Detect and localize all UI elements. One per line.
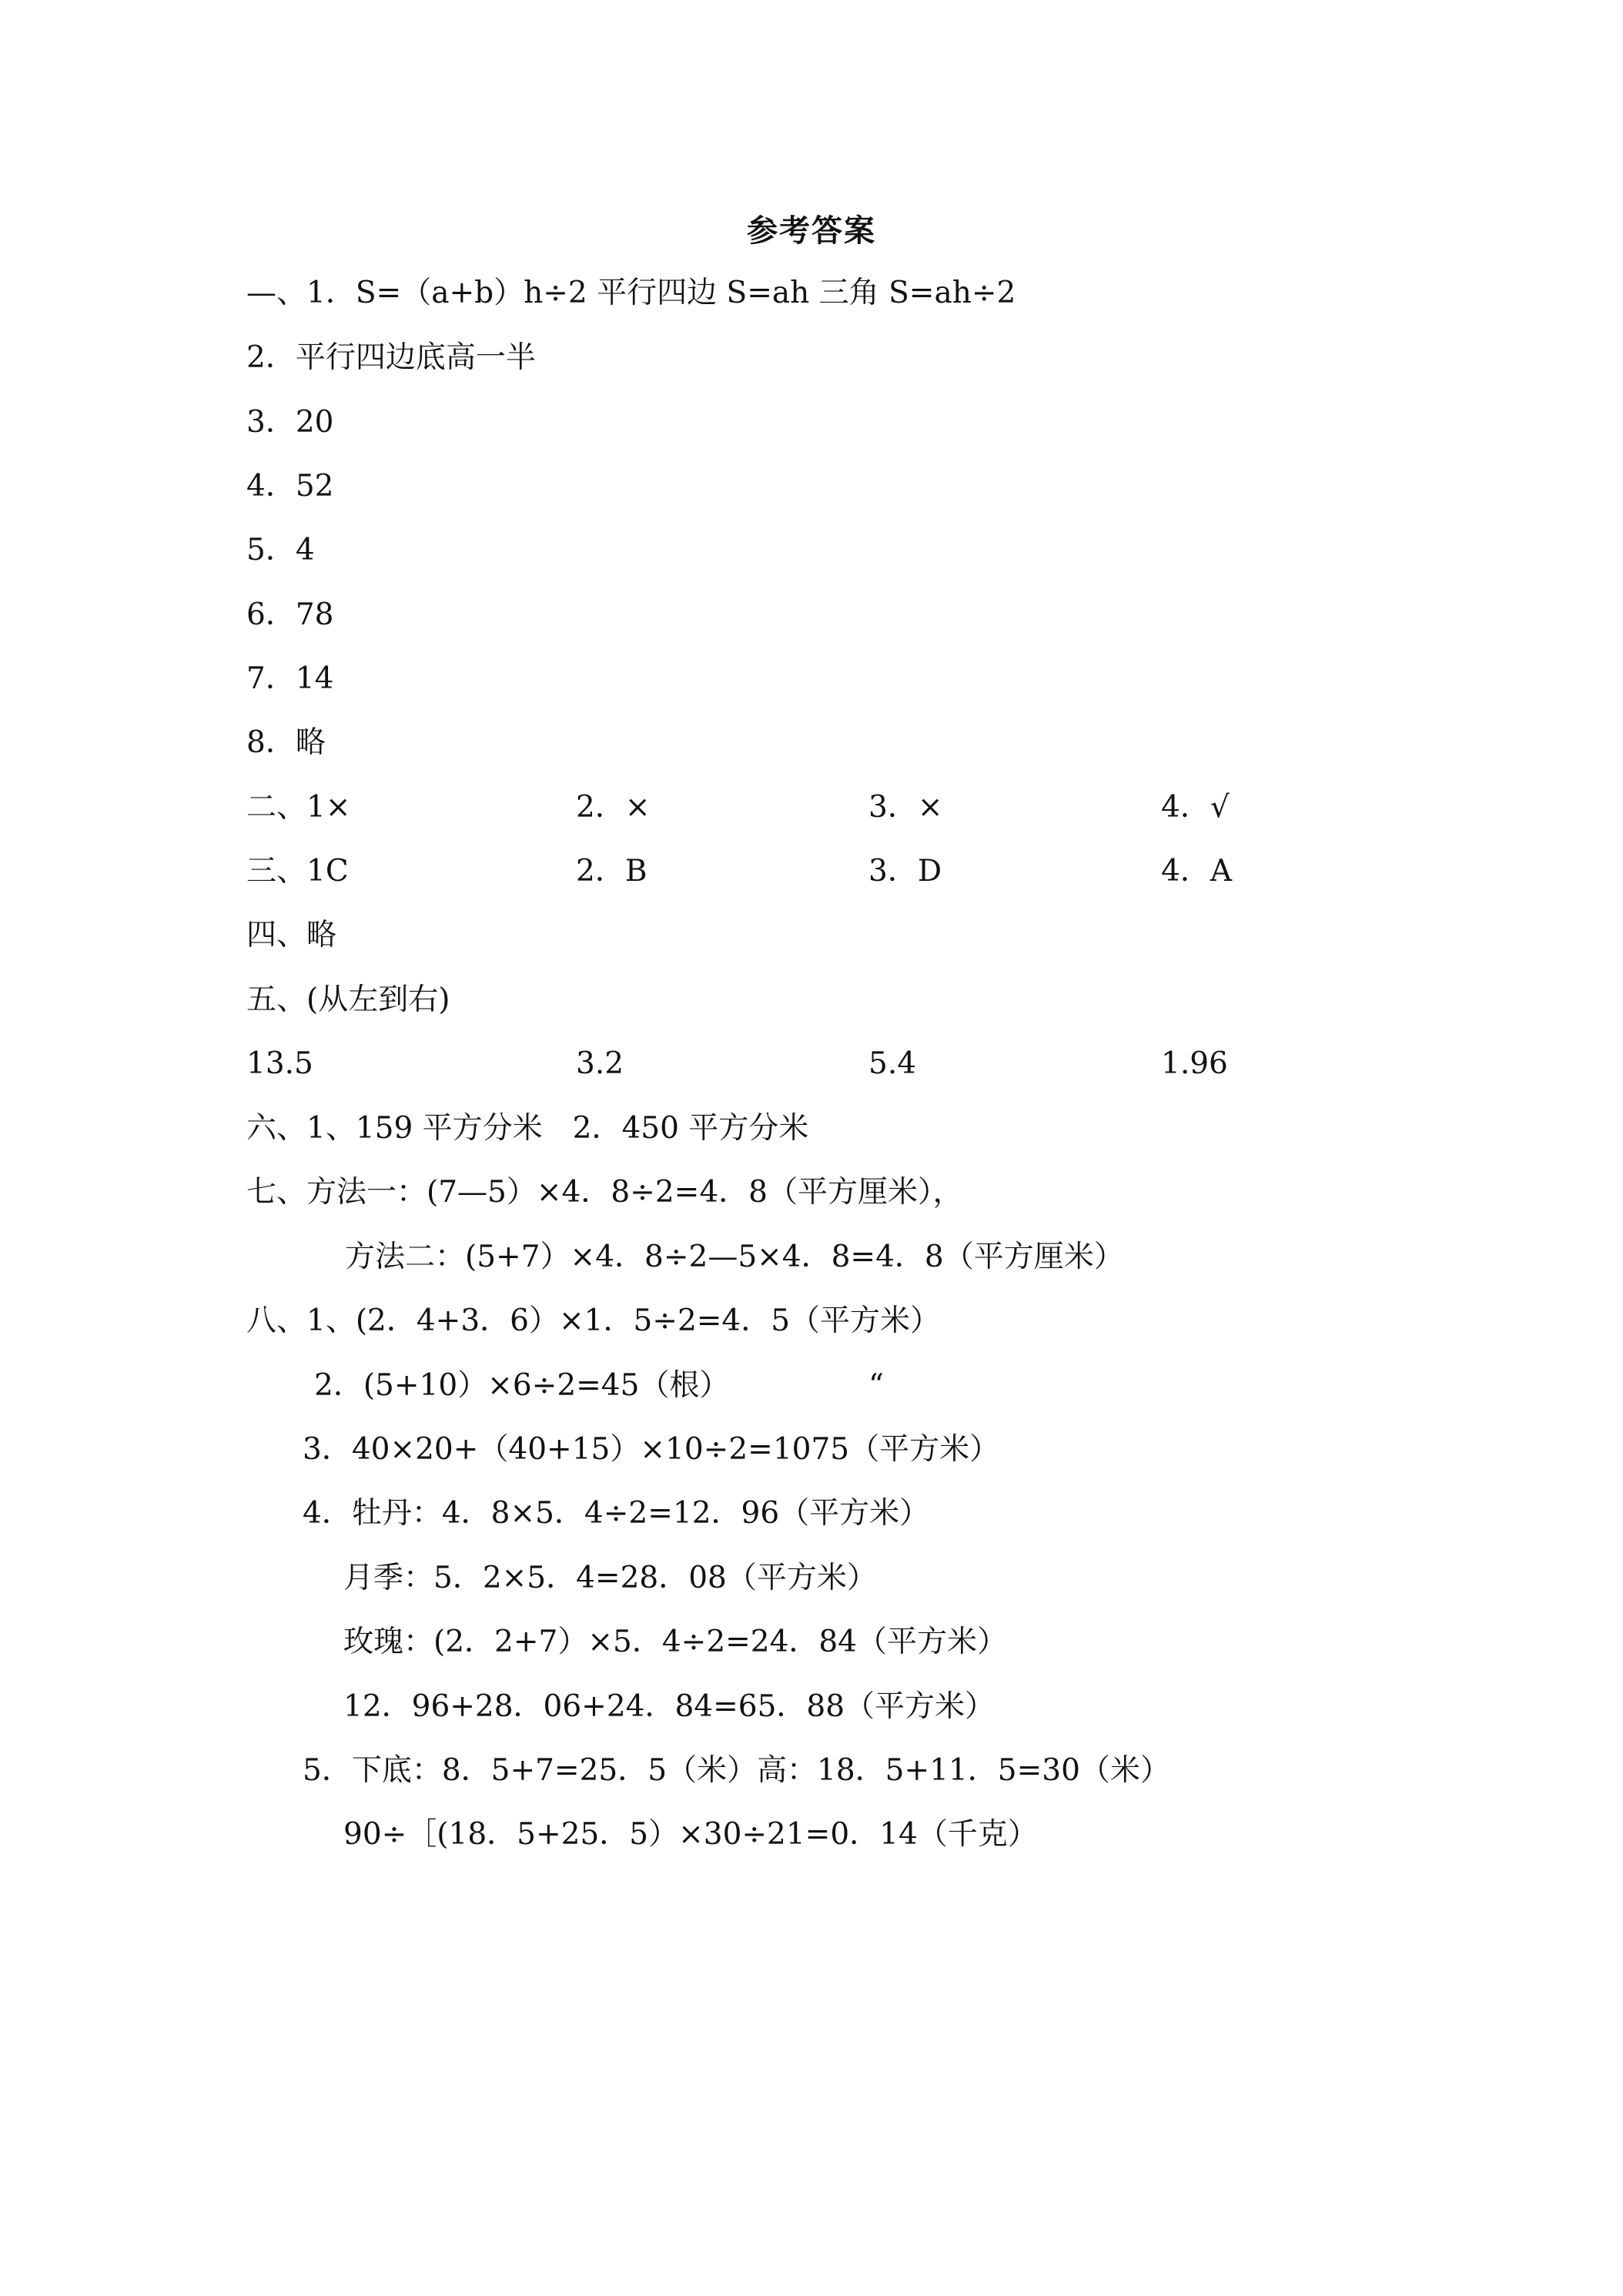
answer-6: 六、1、159 平方分米 2．450 平方分米 <box>246 1111 809 1146</box>
answer-5-3: 5.4 <box>868 1046 917 1081</box>
answer-1-1: —、1．S=（a+b）h÷2 平行四边 S=ah 三角 S=ah÷2 <box>246 276 1016 310</box>
answer-1-7: 7．14 <box>246 661 334 696</box>
answer-1-8: 8．略 <box>246 725 326 760</box>
answer-3-2: 2．B <box>576 854 648 889</box>
answer-4: 四、略 <box>246 918 337 952</box>
answer-8-5-line2: 90÷［(18．5+25．5）×30÷21=0．14（千克） <box>343 1817 1038 1852</box>
answer-5-header: 五、(从左到右) <box>246 982 450 1017</box>
answer-8-4-total: 12．96+28．06+24．84=65．88（平方米） <box>343 1689 996 1724</box>
answer-8-2: 2．(5+10）×6÷2=45（根） <box>314 1368 730 1403</box>
answer-7-method2: 方法二：(5+7）×4．8÷2—5×4．8=4．8（平方厘米） <box>345 1240 1124 1274</box>
answer-2-1: 二、1× <box>246 790 351 825</box>
answer-8-4-peony: 4．牡丹：4．8×5．4÷2=12．96（平方米） <box>303 1496 930 1531</box>
answer-3-4: 4．A <box>1161 854 1232 889</box>
answer-2-3: 3．× <box>868 790 943 825</box>
answer-row-5-values <box>0 1045 1623 1083</box>
answer-row-3 <box>0 852 1623 891</box>
answer-row-2 <box>0 788 1623 827</box>
answer-1-3: 3．20 <box>246 405 334 440</box>
answer-1-5: 5．4 <box>246 533 315 567</box>
page-title: 参考答案 <box>747 213 876 249</box>
answer-8-3: 3．40×20+（40+15）×10÷2=1075（平方米） <box>303 1432 1000 1467</box>
answer-5-1: 13.5 <box>246 1046 313 1081</box>
answer-3-1: 三、1C <box>246 854 349 889</box>
answer-1-2: 2．平行四边底高一半 <box>246 340 536 375</box>
answer-8-4-chinese-rose: 月季：5．2×5．4=28．08（平方米） <box>343 1561 877 1595</box>
answer-2-2: 2．× <box>576 790 651 825</box>
stray-quote-mark: “ <box>868 1368 884 1403</box>
answer-5-2: 3.2 <box>576 1046 624 1081</box>
answer-5-4: 1.96 <box>1161 1046 1228 1081</box>
answer-8-5-line1: 5．下底：8．5+7=25．5（米）高：18．5+11．5=30（米） <box>303 1753 1170 1788</box>
answer-8-4-rose: 玫瑰：(2．2+7）×5．4÷2=24．84（平方米） <box>343 1625 1008 1659</box>
answer-7-method1: 七、方法一：(7—5）×4．8÷2=4．8（平方厘米）， <box>246 1175 963 1210</box>
answer-1-6: 6．78 <box>246 597 334 632</box>
answer-8-1: 八、1、(2．4+3．6）×1．5÷2=4．5（平方米） <box>246 1304 941 1338</box>
answer-3-3: 3．D <box>868 854 942 889</box>
answer-2-4: 4．√ <box>1161 790 1230 825</box>
answer-1-4: 4．52 <box>246 469 334 504</box>
